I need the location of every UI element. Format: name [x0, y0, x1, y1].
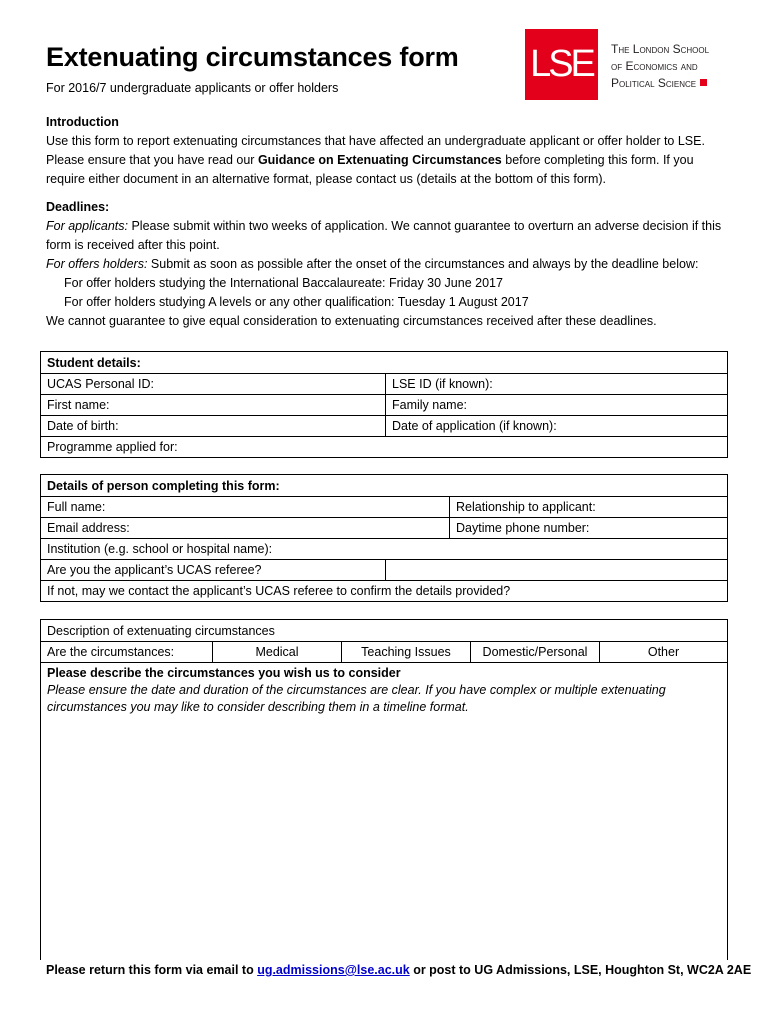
- lse-logo: LSE: [525, 29, 598, 100]
- full-name-field[interactable]: Full name:: [47, 500, 106, 514]
- deadline-alevels: For offer holders studying A levels or any other qualification: Tuesday 1 August 2017: [64, 295, 529, 309]
- circumstances-heading: Description of extenuating circumstances: [47, 623, 275, 638]
- student-heading: Student details:: [47, 355, 141, 370]
- institution-field[interactable]: Institution (e.g. school or hospital name):: [47, 542, 273, 556]
- completer-heading: Details of person completing this form:: [47, 478, 280, 493]
- logo-line-1: The London School: [611, 42, 710, 56]
- deadline-applicants: For applicants: Please submit within two weeks of application. We cannot guarantee to overturn an adverse decision if this form is received after this point.: [46, 219, 722, 252]
- deadline-ib: For offer holders studying the International Baccalaureate: Friday 30 June 2017: [64, 276, 503, 290]
- introduction: [46, 113, 726, 189]
- email-field[interactable]: Email address:: [47, 521, 130, 535]
- referee-answer-field[interactable]: [385, 560, 727, 580]
- option-medical[interactable]: Medical: [212, 642, 341, 662]
- lse-id-field[interactable]: LSE ID (if known):: [385, 374, 727, 394]
- circumstances-table: [40, 619, 728, 960]
- option-other[interactable]: Other: [599, 642, 727, 662]
- deadlines-heading: Deadlines:: [46, 200, 110, 214]
- date-of-application-field[interactable]: Date of application (if known):: [385, 416, 727, 436]
- deadline-closing: We cannot guarantee to give equal consideration to extenuating circumstances received after these deadlines.: [46, 314, 657, 328]
- relationship-field[interactable]: Relationship to applicant:: [449, 497, 727, 517]
- completer-details-table: [40, 474, 728, 602]
- dob-field[interactable]: Date of birth:: [47, 419, 119, 433]
- return-instructions: Please return this form via email to ug.admissions@lse.ac.uk or post to UG Admissions, LSE, Houghton St, WC2A 2AE: [46, 963, 752, 977]
- describe-heading: Please describe the circumstances you wish us to consider: [47, 666, 401, 680]
- describe-note: Please ensure the date and duration of the circumstances are clear. If you have complex or multiple extenuating circumstances you may like to consider describing them in a timeline format.: [47, 683, 666, 714]
- logo-line-3: Political Science: [611, 75, 709, 92]
- form-subtitle: For 2016/7 undergraduate applicants or offer holders: [46, 81, 339, 95]
- deadline-offers: For offers holders: Submit as soon as possible after the onset of the circumstances and always by the deadline below:: [46, 257, 699, 271]
- circumstances-type-label: Are the circumstances:: [47, 645, 175, 659]
- phone-field[interactable]: Daytime phone number:: [449, 518, 727, 538]
- intro-body: Use this form to report extenuating circumstances that have affected an undergraduate applicant or offer holder to LSE. Please ensure that you have read our Guidance on Extenuating Circumstances before completing this form. If you require either document in an alternative format, please contact us (details at the bottom of this form).: [46, 134, 705, 186]
- logo-line-2: of Economics and: [611, 59, 698, 73]
- ucas-id-field[interactable]: UCAS Personal ID:: [47, 377, 154, 391]
- guidance-link: Guidance on Extenuating Circumstances: [257, 153, 502, 167]
- contact-referee-question[interactable]: If not, may we contact the applicant’s UCAS referee to confirm the details provided?: [47, 584, 511, 598]
- form-title: Extenuating circumstances form: [46, 42, 459, 72]
- admissions-email-link[interactable]: ug.admissions@lse.ac.uk: [257, 963, 410, 977]
- option-domestic-personal[interactable]: Domestic/Personal: [470, 642, 599, 662]
- logo-text: [611, 41, 709, 92]
- option-teaching-issues[interactable]: Teaching Issues: [341, 642, 470, 662]
- deadlines: [46, 198, 726, 331]
- programme-field[interactable]: Programme applied for:: [47, 440, 178, 454]
- referee-question: Are you the applicant’s UCAS referee?: [47, 563, 262, 577]
- intro-heading: Introduction: [46, 115, 119, 129]
- first-name-field[interactable]: First name:: [47, 398, 110, 412]
- student-details-table: [40, 351, 728, 458]
- circumstances-description-area[interactable]: [41, 662, 727, 960]
- logo-square-icon: [700, 79, 707, 86]
- family-name-field[interactable]: Family name:: [385, 395, 727, 415]
